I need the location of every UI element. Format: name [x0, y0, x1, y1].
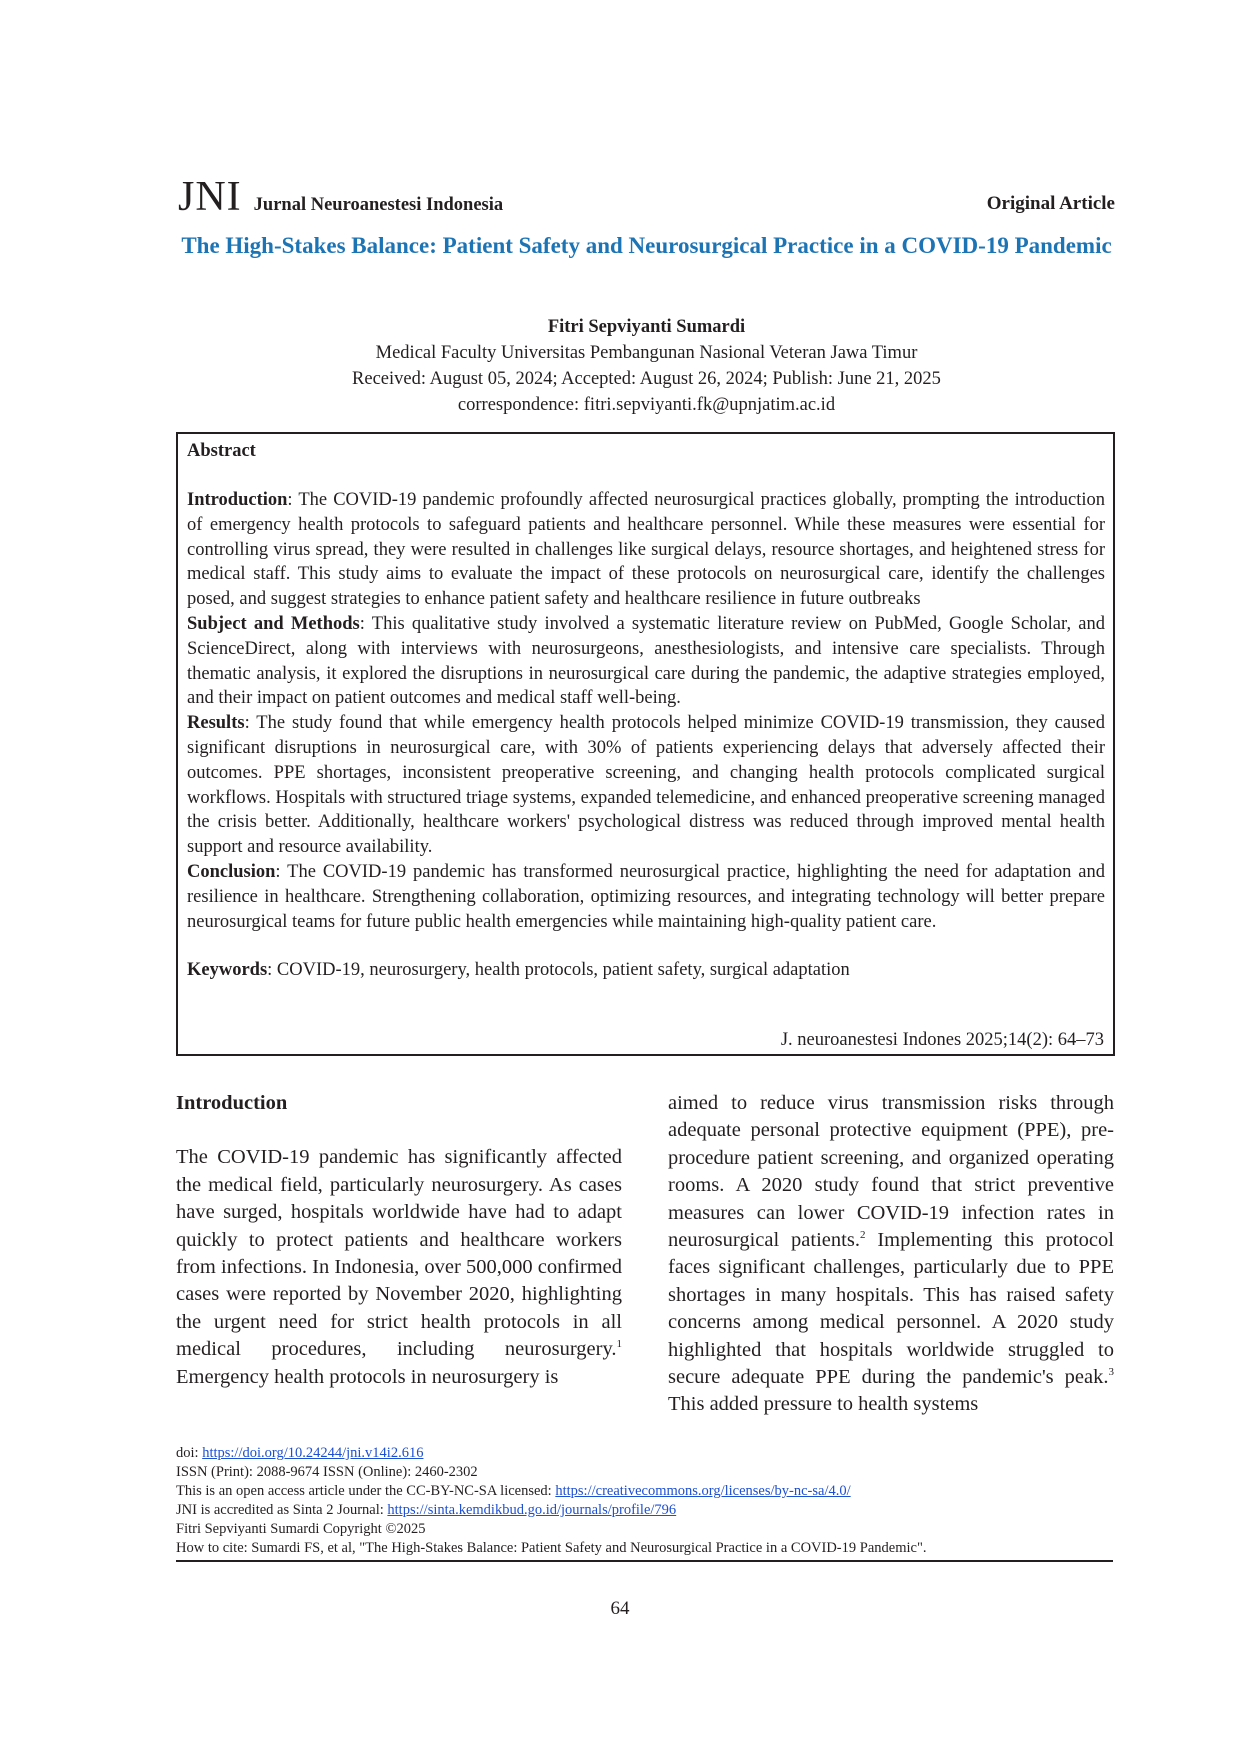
abstract-introduction [187, 488, 1105, 612]
abstract-conclusion [187, 860, 1105, 934]
continuation-text-1: aimed to reduce virus transmission risks through adequate personal protective equipment (PPE), pre-procedure patient screening, and organized operating rooms. A 2020 study found that strict preventive measures can lower COVID-19 infection rates in neurosurgical patients. [668, 1092, 1114, 1252]
abstract-conclusion-text: : The COVID-19 pandemic has transformed neurosurgical practice, highlighting the need for adaptation and resilience in healthcare. Strengthening collaboration, optimizing resources, and integrating technology will better prepare neurosurgical teams for future public health emergencies while maintaining high-quality patient care. [187, 861, 1105, 932]
keywords-label: Keywords [187, 960, 268, 981]
correspondence: correspondence: fitri.sepviyanti.fk@upnjatim.ac.id [457, 395, 836, 415]
license-line [176, 1482, 1113, 1501]
keywords-text: : COVID-19, neurosurgery, health protocols, patient safety, surgical adaptation [267, 960, 850, 981]
continuation-text-3: This added pressure to health systems [668, 1393, 979, 1416]
license-link[interactable]: https://creativecommons.org/licenses/by-nc-sa/4.0/ [555, 1483, 851, 1499]
introduction-paragraph [176, 1144, 622, 1391]
continuation-text-2: Implementing this protocol faces significant challenges, particularly due to PPE shortages in many hospitals. This has raised safety concerns among medical personnel. A 2020 study highlighted that hospitals worldwide struggled to secure adequate PPE during the pandemic's peak. [668, 1229, 1114, 1389]
section-heading-introduction: Introduction [176, 1092, 288, 1114]
article-type: Original Article [986, 193, 1115, 214]
issn-line: ISSN (Print): 2088-9674 ISSN (Online): 2460-2302 [176, 1464, 478, 1480]
how-to-cite-line: How to cite: Sumardi FS, et al, "The High-Stakes Balance: Patient Safety and Neurosurgical Practice in a COVID-19 Pandemic". [176, 1540, 927, 1556]
author-name: Fitri Sepviyanti Sumardi [547, 317, 746, 337]
journal-header [178, 176, 503, 218]
journal-citation: J. neuroanestesi Indones 2025;14(2): 64–73 [780, 1030, 1104, 1050]
abstract-heading: Abstract [187, 441, 256, 461]
article-dates: Received: August 05, 2024; Accepted: August 26, 2024; Publish: June 21, 2025 [352, 369, 941, 389]
abstract-results-label: Results [187, 713, 245, 734]
license-label: This is an open access article under the CC-BY-NC-SA licensed: [176, 1483, 556, 1499]
sinta-link[interactable]: https://sinta.kemdikbud.go.id/journals/profile/796 [387, 1502, 677, 1518]
page-number: 64 [610, 1598, 630, 1619]
abstract-keywords [187, 958, 1105, 983]
doi-label: doi: [176, 1445, 203, 1461]
reference-2[interactable]: 2 [859, 1229, 866, 1242]
abstract-methods [187, 612, 1105, 711]
sinta-line [176, 1501, 1113, 1520]
doi-line [176, 1444, 1113, 1463]
abstract-body [187, 488, 1105, 934]
doi-link[interactable]: https://doi.org/10.24244/jni.v14i2.616 [202, 1445, 424, 1461]
reference-1[interactable]: 1 [616, 1338, 622, 1351]
footer-notes [176, 1444, 1113, 1562]
sinta-label: JNI is accredited as Sinta 2 Journal: [176, 1502, 388, 1518]
abstract-introduction-label: Introduction [187, 490, 288, 510]
journal-name: Jurnal Neuroanestesi Indonesia [253, 195, 504, 215]
abstract-results-text: : The study found that while emergency health protocols helped minimize COVID-19 transmission, they caused significant disruptions in neurosurgical care, with 30% of patients experiencing delays that adversely affected their outcomes. PPE shortages, inconsistent preoperative screening, and changing health protocols complicated surgical workflows. Hospitals with structured triage systems, expanded telemedicine, and enhanced preoperative screening managed the crisis better. Additionally, healthcare workers' psychological distress was reduced through improved mental health support and resource availability. [187, 713, 1106, 858]
abstract-box [176, 432, 1115, 1056]
journal-logo: JNI [178, 174, 242, 220]
introduction-continuation [668, 1090, 1114, 1419]
introduction-text-1: The COVID-19 pandemic has significantly affected the medical field, particularly neurosurgery. As cases have surged, hospitals worldwide have had to adapt quickly to protect patients and healthcare workers from infections. In Indonesia, over 500,000 confirmed cases were reported by November 2020, highlighting the urgent need for strict health protocols in all medical procedures, including neurosurgery. [176, 1146, 622, 1361]
reference-3[interactable]: 3 [1108, 1366, 1114, 1379]
abstract-results [187, 711, 1105, 860]
body-column-right [668, 1090, 1114, 1419]
abstract-methods-text: : This qualitative study involved a systematic literature review on PubMed, Google Scholar, and ScienceDirect, along with interviews with neurosurgeons, anesthesiologists, and intensive care specialists. Through thematic analysis, it explored the disruptions in neurosurgical care during the pandemic, the adaptive strategies employed, and their impact on patient outcomes and medical staff well-being. [187, 613, 1105, 709]
body-column-left [176, 1090, 622, 1391]
abstract-conclusion-label: Conclusion [187, 861, 276, 882]
article-title: The High-Stakes Balance: Patient Safety and Neurosurgical Practice in a COVID-19 Pandemic [181, 233, 1112, 258]
copyright-line: Fitri Sepviyanti Sumardi Copyright ©2025 [176, 1521, 426, 1537]
abstract-introduction-text: : The COVID-19 pandemic profoundly affected neurosurgical practices globally, prompting the introduction of emergency health protocols to safeguard patients and healthcare personnel. While these measures were essential for controlling virus spread, they were resulted in challenges like surgical delays, resource shortages, and heightened stress for medical staff. This study aims to evaluate the impact of these protocols on neurosurgical care, identify the challenges posed, and suggest strategies to enhance patient safety and healthcare resilience in future outbreaks [187, 490, 1105, 610]
abstract-methods-label: Subject and Methods [187, 613, 360, 634]
introduction-text-2: Emergency health protocols in neurosurgery is [176, 1365, 559, 1388]
affiliation: Medical Faculty Universitas Pembangunan Nasional Veteran Jawa Timur [375, 343, 918, 363]
